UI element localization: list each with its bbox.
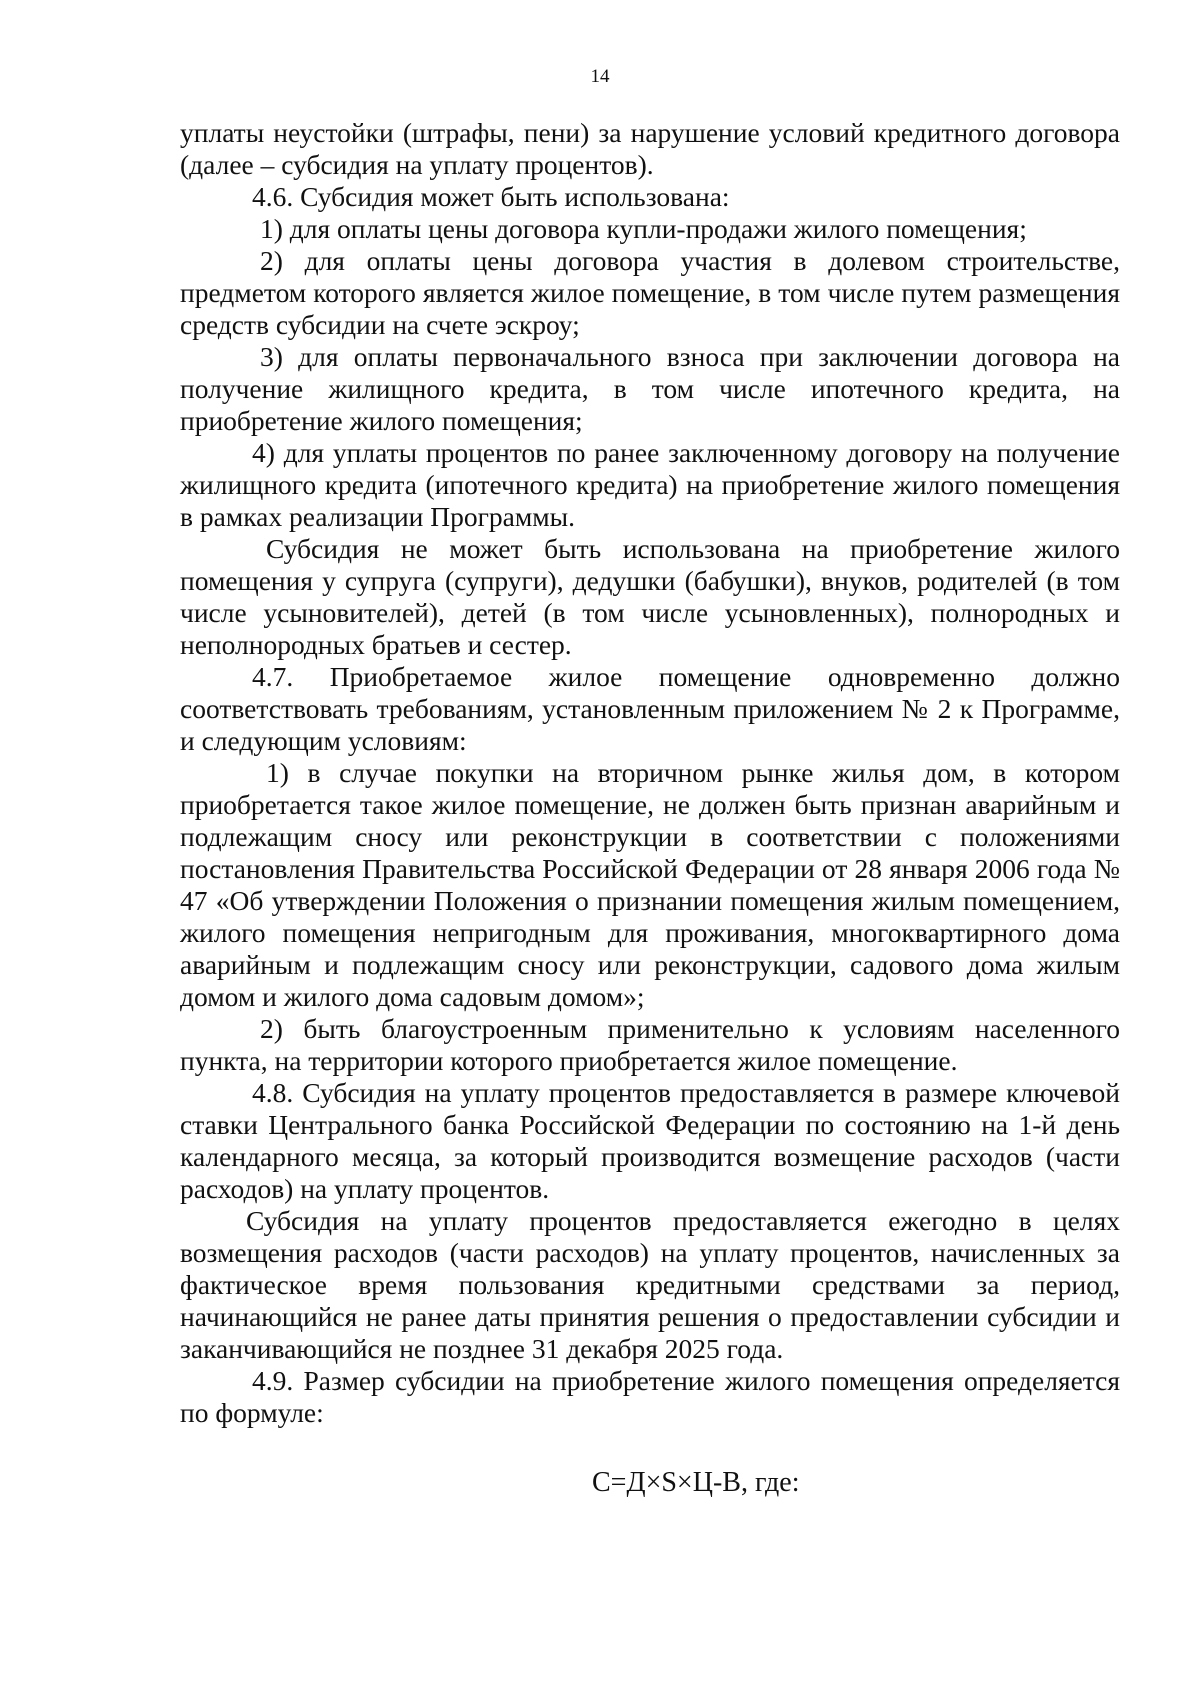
condition-item-2: 2) быть благоустроенным применительно к условиям населенного пункта, на территории которого приобретается жилое помещение. — [180, 1013, 1120, 1076]
paragraph-4-8: 4.8. Субсидия на уплату процентов предоставляется в размере ключевой ставки Центрального банка Российской Федерации по состоянию на 1-й день календарного месяца, за который производится возмещение расходов (части расходов) на уплату процентов. — [180, 1077, 1120, 1204]
paragraph-4-6: 4.6. Субсидия может быть использована: — [252, 181, 730, 212]
list-item-1: 1) для оплаты цены договора купли-продажи жилого помещения; — [260, 213, 1027, 244]
paragraph-4-7: 4.7. Приобретаемое жилое помещение одновременно должно соответствовать требованиям, установленным приложением № 2 к Программе, и следующим условиям: — [180, 661, 1120, 756]
paragraph-restriction: Субсидия не может быть использована на приобретение жилого помещения у супруга (супруги), дедушки (бабушки), внуков, родителей (в том числе усыновителей), детей (в том числе усыновленных), полнородных и неполнородных братьев и сестер. — [180, 533, 1120, 660]
document-body — [180, 117, 1120, 1499]
paragraph-continuation: уплаты неустойки (штрафы, пени) за нарушение условий кредитного договора (далее – субсидия на уплату процентов). — [180, 117, 1120, 180]
condition-item-1: 1) в случае покупки на вторичном рынке жилья дом, в котором приобретается такое жилое помещение, не должен быть признан аварийным и подлежащим сносу или реконструкции в соответствии с положениями постановления Правительства Российской Федерации от 28 января 2006 года № 47 «Об утверждении Положения о признании помещения жилым помещением, жилого помещения непригодным для проживания, многоквартирного дома аварийным и подлежащим сносу или реконструкции, садового дома жилым домом и жилого дома садовым домом»; — [180, 757, 1120, 1012]
list-item-3: 3) для оплаты первоначального взноса при заключении договора на получение жилищного кредита, в том числе ипотечного кредита, на приобретение жилого помещения; — [180, 341, 1120, 436]
list-item-4: 4) для уплаты процентов по ранее заключенному договору на получение жилищного кредита (ипотечного кредита) на приобретение жилого помещения в рамках реализации Программы. — [180, 437, 1120, 532]
list-item-2: 2) для оплаты цены договора участия в долевом строительстве, предметом которого является жилое помещение, в том числе путем размещения средств субсидии на счете эскроу; — [180, 245, 1120, 340]
formula: С=Д×S×Ц-В, где: — [592, 1467, 800, 1498]
paragraph-annual-subsidy: Субсидия на уплату процентов предоставляется ежегодно в целях возмещения расходов (части расходов) на уплату процентов, начисленных за фактическое время пользования кредитными средствами за период, начинающийся не ранее даты принятия решения о предоставлении субсидии и заканчивающийся не позднее 31 декабря 2025 года. — [180, 1205, 1120, 1364]
page-number: 14 — [590, 66, 610, 87]
paragraph-4-9: 4.9. Размер субсидии на приобретение жилого помещения определяется по формуле: — [180, 1365, 1120, 1428]
